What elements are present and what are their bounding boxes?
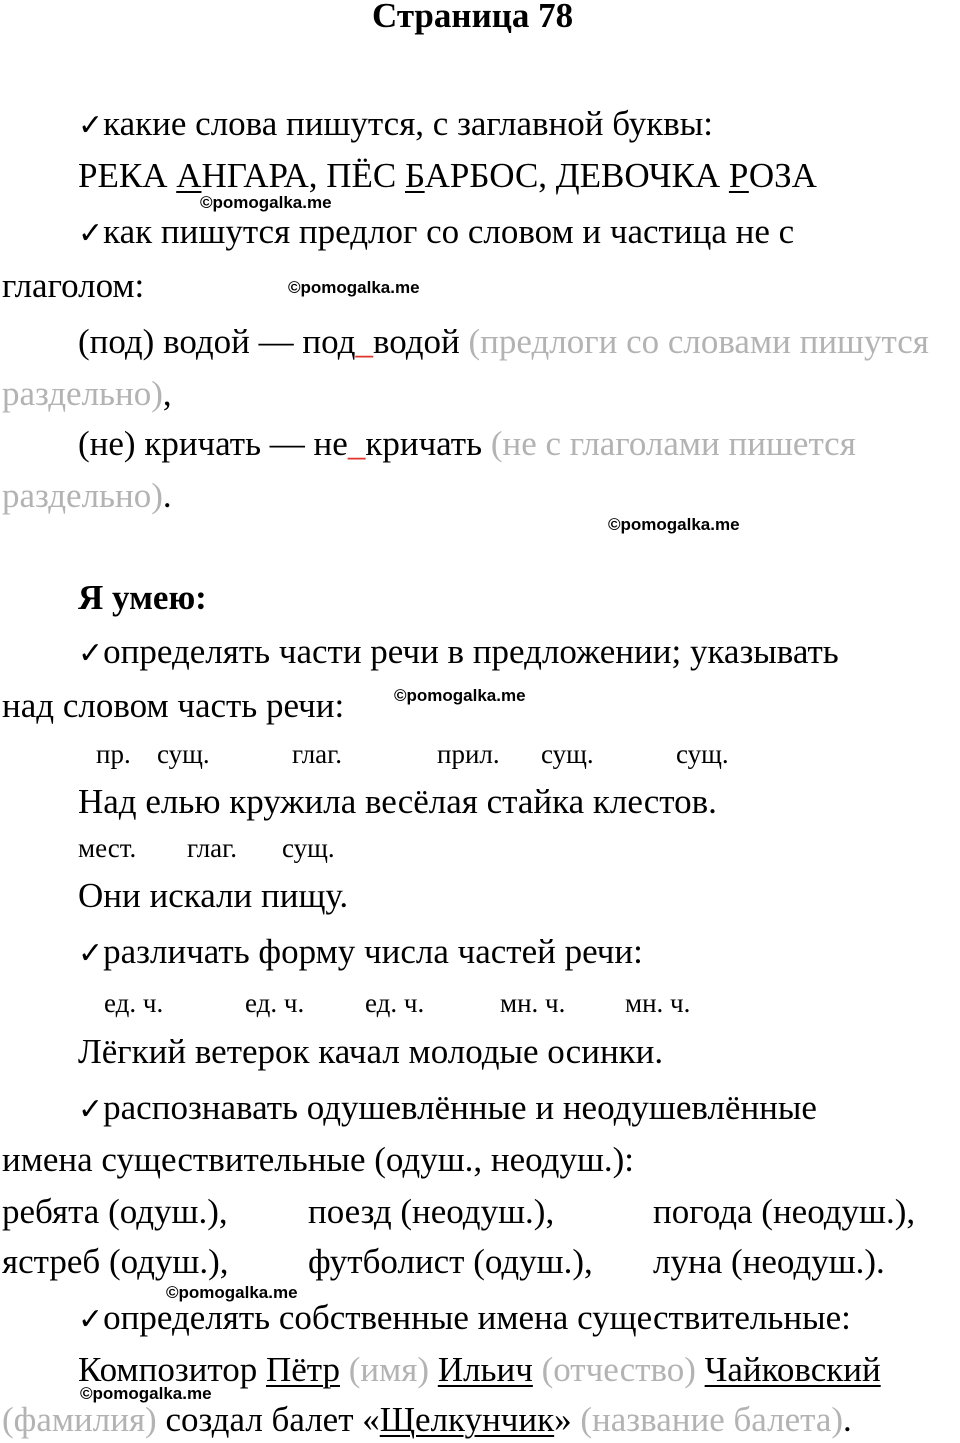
can-item-3: ✓распознавать одушевлённые и неодушевлённые xyxy=(78,1088,817,1127)
capital-letters-example: РЕКА АНГАРА, ПЁС БАРБОС, ДЕВОЧКА РОЗА xyxy=(78,156,817,195)
watermark: ©pomogalka.me xyxy=(166,1283,298,1302)
page-title: Страница 78 xyxy=(372,0,574,35)
noun-example: погода (неодуш.), xyxy=(653,1192,916,1231)
pos-tag: мест. xyxy=(78,833,137,863)
example-sentence: Лёгкий ветерок качал молодые осинки. xyxy=(78,1032,664,1071)
watermark: ©pomogalka.me xyxy=(394,686,526,705)
watermark: ©pomogalka.me xyxy=(200,193,332,212)
example-sentence: Они искали пищу. xyxy=(78,876,349,915)
pos-tag: пр. xyxy=(96,739,131,769)
know-item-1: ✓какие слова пишутся, с заглавной буквы: xyxy=(78,104,713,143)
check-icon: ✓ xyxy=(78,1092,104,1127)
pos-tag: сущ. xyxy=(676,739,729,769)
can-item-1: ✓определять части речи в предложении; указывать xyxy=(78,632,839,671)
pos-tag: сущ. xyxy=(157,739,210,769)
section-heading: Я умею: xyxy=(78,578,207,617)
know-item-2-cont: глаголом: xyxy=(2,266,145,305)
example-sentence: Над елью кружила весёлая стайка клестов. xyxy=(78,782,717,821)
noun-example: поезд (неодуш.), xyxy=(308,1192,555,1231)
pos-tag: сущ. xyxy=(541,739,594,769)
preposition-example-cont: раздельно), xyxy=(2,374,172,413)
noun-example: луна (неодуш.). xyxy=(653,1242,885,1281)
number-tag: ед. ч. xyxy=(104,988,164,1018)
particle-example: (не) кричать — не_кричать (не с глаголами пишется xyxy=(78,424,856,463)
pos-tag: глаг. xyxy=(292,739,342,769)
particle-example-cont: раздельно). xyxy=(2,476,172,515)
noun-example: ястреб (одуш.), xyxy=(2,1242,229,1281)
preposition-example: (под) водой — под_водой (предлоги со словами пишутся xyxy=(78,322,929,361)
number-tag: ед. ч. xyxy=(245,988,305,1018)
proper-noun-example: Композитор Пётр (имя) Ильич (отчество) Чайковский xyxy=(78,1350,881,1389)
check-icon: ✓ xyxy=(78,108,104,143)
check-icon: ✓ xyxy=(78,216,104,251)
know-item-2: ✓как пишутся предлог со словом и частица не с xyxy=(78,212,795,251)
number-tag: мн. ч. xyxy=(500,988,566,1018)
check-icon: ✓ xyxy=(78,636,104,671)
can-item-1-cont: над словом часть речи: xyxy=(2,686,345,725)
pos-tag: прил. xyxy=(437,739,500,769)
check-icon: ✓ xyxy=(78,936,104,971)
pos-tag: глаг. xyxy=(187,833,237,863)
pos-tag: сущ. xyxy=(282,833,335,863)
noun-example: футболист (одуш.), xyxy=(308,1242,593,1281)
can-item-4: ✓определять собственные имена существительные: xyxy=(78,1298,851,1337)
proper-noun-example-cont: (фамилия) создал балет «Щелкунчик» (название балета). xyxy=(2,1400,852,1439)
watermark: ©pomogalka.me xyxy=(80,1384,212,1403)
watermark: ©pomogalka.me xyxy=(288,278,420,297)
number-tag: ед. ч. xyxy=(365,988,425,1018)
can-item-2: ✓различать форму числа частей речи: xyxy=(78,932,643,971)
can-item-3-cont: имена существительные (одуш., неодуш.): xyxy=(2,1140,635,1179)
check-icon: ✓ xyxy=(78,1302,104,1337)
noun-example: ребята (одуш.), xyxy=(2,1192,228,1231)
watermark: ©pomogalka.me xyxy=(608,515,740,534)
number-tag: мн. ч. xyxy=(625,988,691,1018)
